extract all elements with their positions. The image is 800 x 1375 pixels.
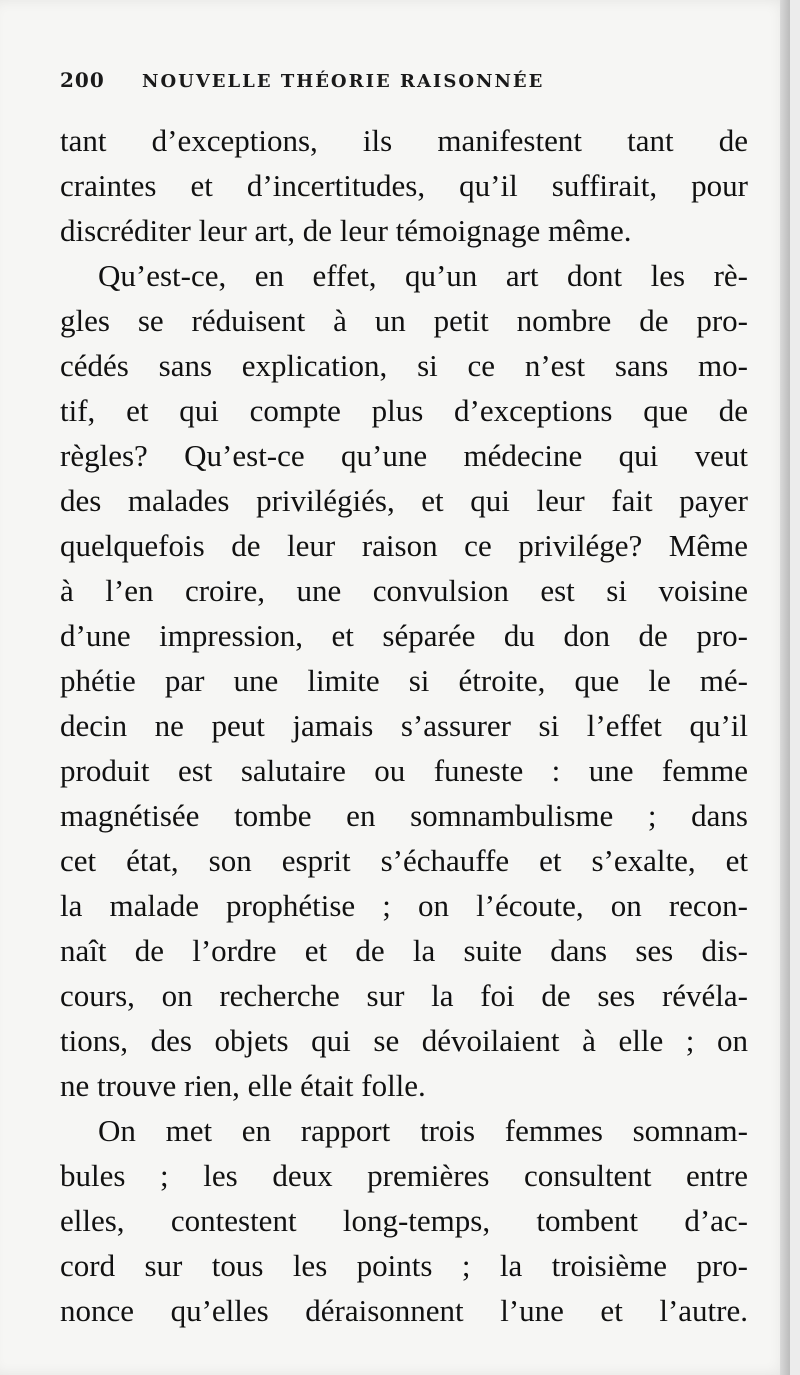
running-title: NOUVELLE THÉORIE RAISONNÉE: [142, 71, 545, 92]
text-line: cet état, son esprit s’échauffe et s’exalte, et: [60, 843, 748, 878]
text-line: règles? Qu’est-ce qu’une médecine qui veut: [60, 438, 748, 473]
text-line: tif, et qui compte plus d’exceptions que de: [60, 393, 748, 428]
text-line: discréditer leur art, de leur témoignage même.: [60, 213, 632, 248]
text-line: d’une impression, et séparée du don de pro-: [60, 618, 748, 653]
text-line: cord sur tous les points ; la troisième pro-: [60, 1248, 748, 1283]
text-line: nonce qu’elles déraisonnent l’une et l’autre.: [60, 1293, 748, 1328]
text-line: gles se réduisent à un petit nombre de pro-: [60, 303, 748, 338]
page-number: 200: [60, 68, 105, 92]
text-line: la malade prophétise ; on l’écoute, on recon-: [60, 888, 748, 923]
text-line: des malades privilégiés, et qui leur fait payer: [60, 483, 748, 518]
text-line: magnétisée tombe en somnambulisme ; dans: [60, 798, 748, 833]
text-line: elles, contestent long-temps, tombent d’ac-: [60, 1203, 748, 1238]
text-line: phétie par une limite si étroite, que le mé-: [60, 663, 748, 698]
text-line: tions, des objets qui se dévoilaient à elle ; on: [60, 1023, 748, 1058]
text-line: craintes et d’incertitudes, qu’il suffirait, pour: [60, 168, 748, 203]
text-line: ne trouve rien, elle était folle.: [60, 1068, 426, 1103]
text-line: decin ne peut jamais s’assurer si l’effet qu’il: [60, 708, 748, 743]
text-line: tant d’exceptions, ils manifestent tant de: [60, 123, 748, 158]
body-text: [60, 118, 748, 1333]
text-line: à l’en croire, une convulsion est si voisine: [60, 573, 748, 608]
text-line: bules ; les deux premières consultent entre: [60, 1158, 748, 1193]
text-line: cédés sans explication, si ce n’est sans mo-: [60, 348, 748, 383]
text-line: quelquefois de leur raison ce privilége? Même: [60, 528, 748, 563]
page-edge: [780, 0, 790, 1375]
paragraph-start-line: On met en rapport trois femmes somnam-: [98, 1113, 748, 1148]
text-line: cours, on recherche sur la foi de ses révéla-: [60, 978, 748, 1013]
text-line: produit est salutaire ou funeste : une femme: [60, 753, 748, 788]
text-line: naît de l’ordre et de la suite dans ses dis-: [60, 933, 748, 968]
page-header: [60, 68, 750, 92]
paragraph-start-line: Qu’est-ce, en effet, qu’un art dont les rè-: [98, 258, 748, 293]
